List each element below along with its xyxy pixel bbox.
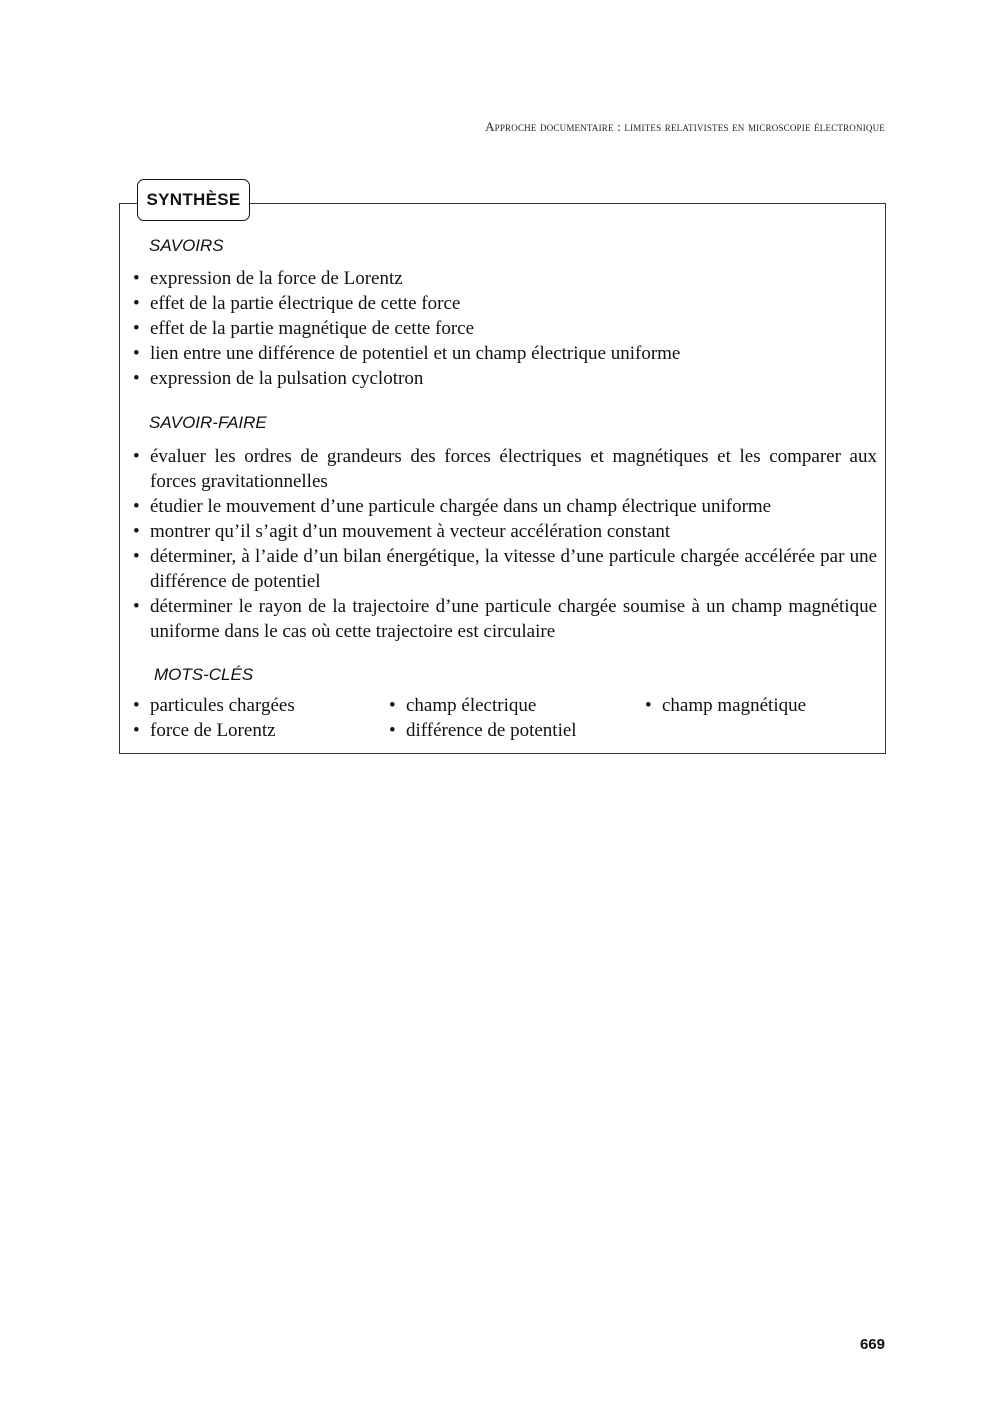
mots-cles-heading: MOTS-CLÉS: [154, 665, 254, 684]
keyword-item: • champ magnétique: [645, 693, 806, 718]
savoir-faire-item: • étudier le mouvement d’une particule chargée dans un champ électrique uniforme: [133, 494, 877, 519]
savoir-faire-item: • évaluer les ordres de grandeurs des forces électriques et magnétiques et les comparer aux forces gravitationnelles: [133, 444, 877, 494]
keyword-item: • particules chargées: [133, 693, 295, 718]
savoir-faire-heading: SAVOIR-FAIRE: [149, 413, 267, 432]
savoirs-item: • expression de la pulsation cyclotron: [133, 366, 877, 391]
savoirs-item: • expression de la force de Lorentz: [133, 266, 877, 291]
savoirs-list: [133, 266, 877, 391]
running-head: Approche documentaire : limites relativistes en microscopie électronique: [485, 119, 885, 134]
savoirs-item: • effet de la partie électrique de cette force: [133, 291, 877, 316]
mots-cles-list: [133, 690, 877, 740]
savoirs-item: • lien entre une différence de potentiel et un champ électrique uniforme: [133, 341, 877, 366]
savoirs-heading: SAVOIRS: [149, 236, 224, 255]
synthesis-tag: SYNTHÈSE: [137, 179, 250, 221]
savoir-faire-item: • déterminer, à l’aide d’un bilan énergétique, la vitesse d’une particule chargée accélérée par une différence de potentiel: [133, 544, 877, 594]
keyword-item: • champ électrique: [389, 693, 536, 718]
keyword-item: • force de Lorentz: [133, 718, 276, 743]
savoir-faire-list: [133, 444, 877, 644]
page-number: 669: [859, 1336, 885, 1353]
savoir-faire-item: • montrer qu’il s’agit d’un mouvement à vecteur accélération constant: [133, 519, 877, 544]
savoir-faire-item: • déterminer le rayon de la trajectoire d’une particule chargée soumise à un champ magnétique uniforme dans le cas où cette trajectoire est circulaire: [133, 594, 877, 644]
keyword-item: • différence de potentiel: [389, 718, 577, 743]
savoirs-item: • effet de la partie magnétique de cette force: [133, 316, 877, 341]
